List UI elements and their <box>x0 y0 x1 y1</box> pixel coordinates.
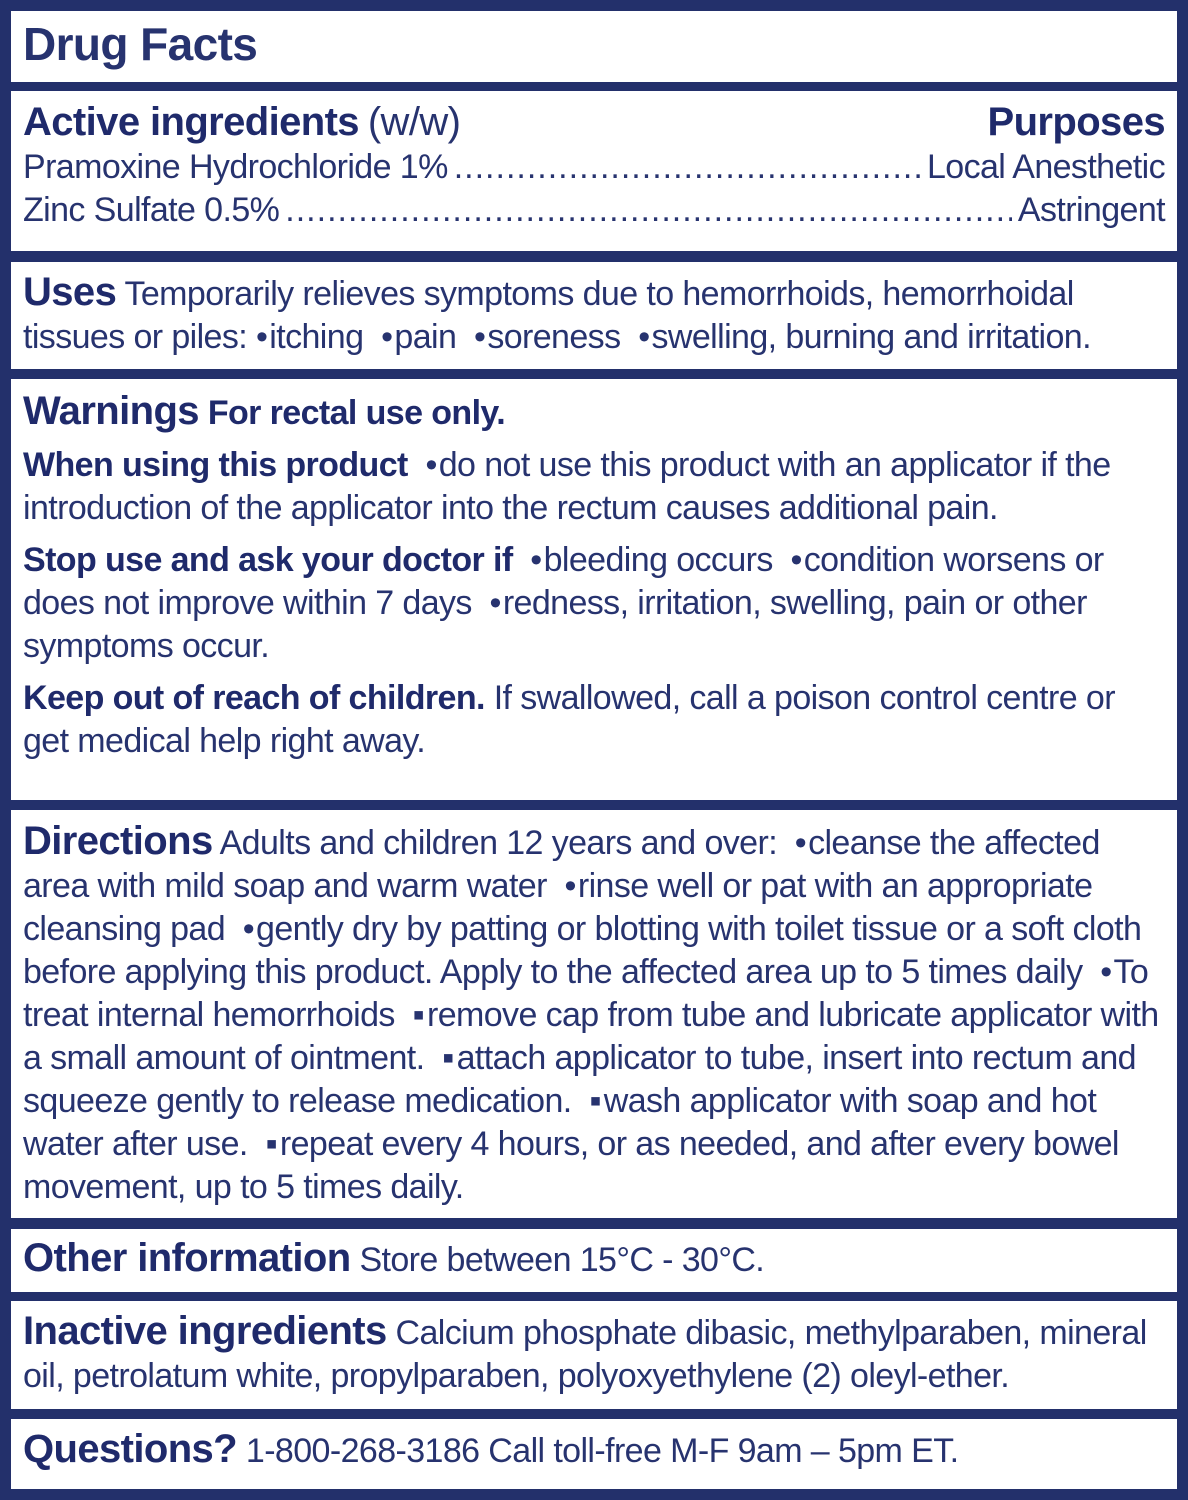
stop-use-item: • condition worsens or does not improve within 7 days <box>23 541 1104 622</box>
inactive-ingredients-section <box>11 1301 1177 1409</box>
when-using-heading: When using this product <box>23 446 408 484</box>
directions-item: • cleanse the affected area with mild soap and warm water <box>23 824 1100 905</box>
leader-dots <box>454 146 921 189</box>
directions-apply: Apply to the affected area up to 5 times daily <box>439 953 1083 991</box>
stop-use-paragraph <box>23 539 1165 668</box>
purposes-heading: Purposes <box>987 100 1165 144</box>
directions-item: • To treat internal hemorrhoids <box>23 953 1148 1034</box>
ingredient-row <box>23 146 1165 189</box>
keep-out-heading: Keep out of reach of children. <box>23 679 485 717</box>
when-using-paragraph <box>23 444 1165 530</box>
stop-use-item: • bleeding occurs <box>530 541 772 579</box>
directions-heading: Directions <box>23 819 213 863</box>
directions-subitem: ▪ wash applicator with soap and hot water after use. <box>23 1082 1096 1163</box>
drug-facts-title: Drug Facts <box>23 18 258 70</box>
active-ingredients-header <box>23 101 1165 146</box>
ingredient-purpose: Astringent <box>1017 191 1165 229</box>
questions-heading: Questions? <box>23 1427 238 1471</box>
directions-section <box>11 810 1177 1218</box>
uses-item: • soreness <box>474 318 620 356</box>
warnings-heading: Warnings <box>23 389 199 433</box>
questions-text: 1-800-268-3186 Call toll-free M-F 9am – 5pm ET. <box>245 1432 959 1470</box>
other-info-section <box>11 1229 1177 1292</box>
active-heading-text: Active ingredients <box>23 100 359 144</box>
stop-use-heading: Stop use and ask your doctor if <box>23 541 513 579</box>
uses-item: • itching <box>256 318 363 356</box>
directions-item: • gently dry by patting or blotting with toilet tissue or a soft cloth before applying this product. <box>23 910 1141 991</box>
when-using-item: • do not use this product with an applicator if the introduction of the applicator into the rectum causes additional pain. <box>23 446 1111 527</box>
leader-dots <box>285 189 1012 232</box>
warnings-rectal: For rectal use only. <box>207 394 506 432</box>
uses-text <box>23 271 1165 359</box>
questions-section <box>11 1419 1177 1489</box>
active-ingredients-heading <box>23 101 460 146</box>
uses-heading: Uses <box>23 270 117 314</box>
uses-item: • pain <box>381 318 456 356</box>
uses-intro: Temporarily relieves symptoms due to hemorrhoids, hemorrhoidal tissues or piles: <box>23 275 1074 356</box>
drug-facts-section <box>11 11 1177 82</box>
directions-subitem: ▪ remove cap from tube and lubricate applicator with a small amount of ointment. <box>23 996 1159 1077</box>
active-heading-note: (w/w) <box>367 100 461 144</box>
inactive-heading: Inactive ingredients <box>23 1309 387 1353</box>
ingredient-row <box>23 189 1165 232</box>
warnings-section <box>11 379 1177 800</box>
ingredient-name: Pramoxine Hydrochloride 1% <box>23 148 448 186</box>
uses-section <box>11 262 1177 369</box>
directions-item: • rinse well or pat with an appropriate cleansing pad <box>23 867 1092 948</box>
ingredient-name: Zinc Sulfate 0.5% <box>23 191 280 229</box>
stop-use-item: • redness, irritation, swelling, pain or other symptoms occur. <box>23 584 1087 665</box>
other-info-text: Store between 15°C - 30°C. <box>359 1241 765 1279</box>
directions-intro: Adults and children 12 years and over: <box>219 824 778 862</box>
other-info-heading: Other information <box>23 1236 351 1280</box>
warnings-header <box>23 390 1165 435</box>
active-ingredients-section <box>11 91 1177 251</box>
uses-item: • swelling, burning and irritation. <box>638 318 1091 356</box>
keep-out-paragraph <box>23 677 1165 763</box>
keep-out-text: If swallowed, call a poison control centre or get medical help right away. <box>23 679 1115 760</box>
inactive-text: Calcium phosphate dibasic, methylparaben, mineral oil, petrolatum white, propylparaben, polyoxyethylene (2) oleyl-ether. <box>23 1314 1147 1395</box>
directions-text <box>23 820 1165 1209</box>
directions-subitem: ▪ attach applicator to tube, insert into rectum and squeeze gently to release medication. <box>23 1039 1136 1120</box>
directions-subitem: ▪ repeat every 4 hours, or as needed, and after every bowel movement, up to 5 times daily. <box>23 1125 1119 1206</box>
ingredient-purpose: Local Anesthetic <box>926 148 1165 186</box>
